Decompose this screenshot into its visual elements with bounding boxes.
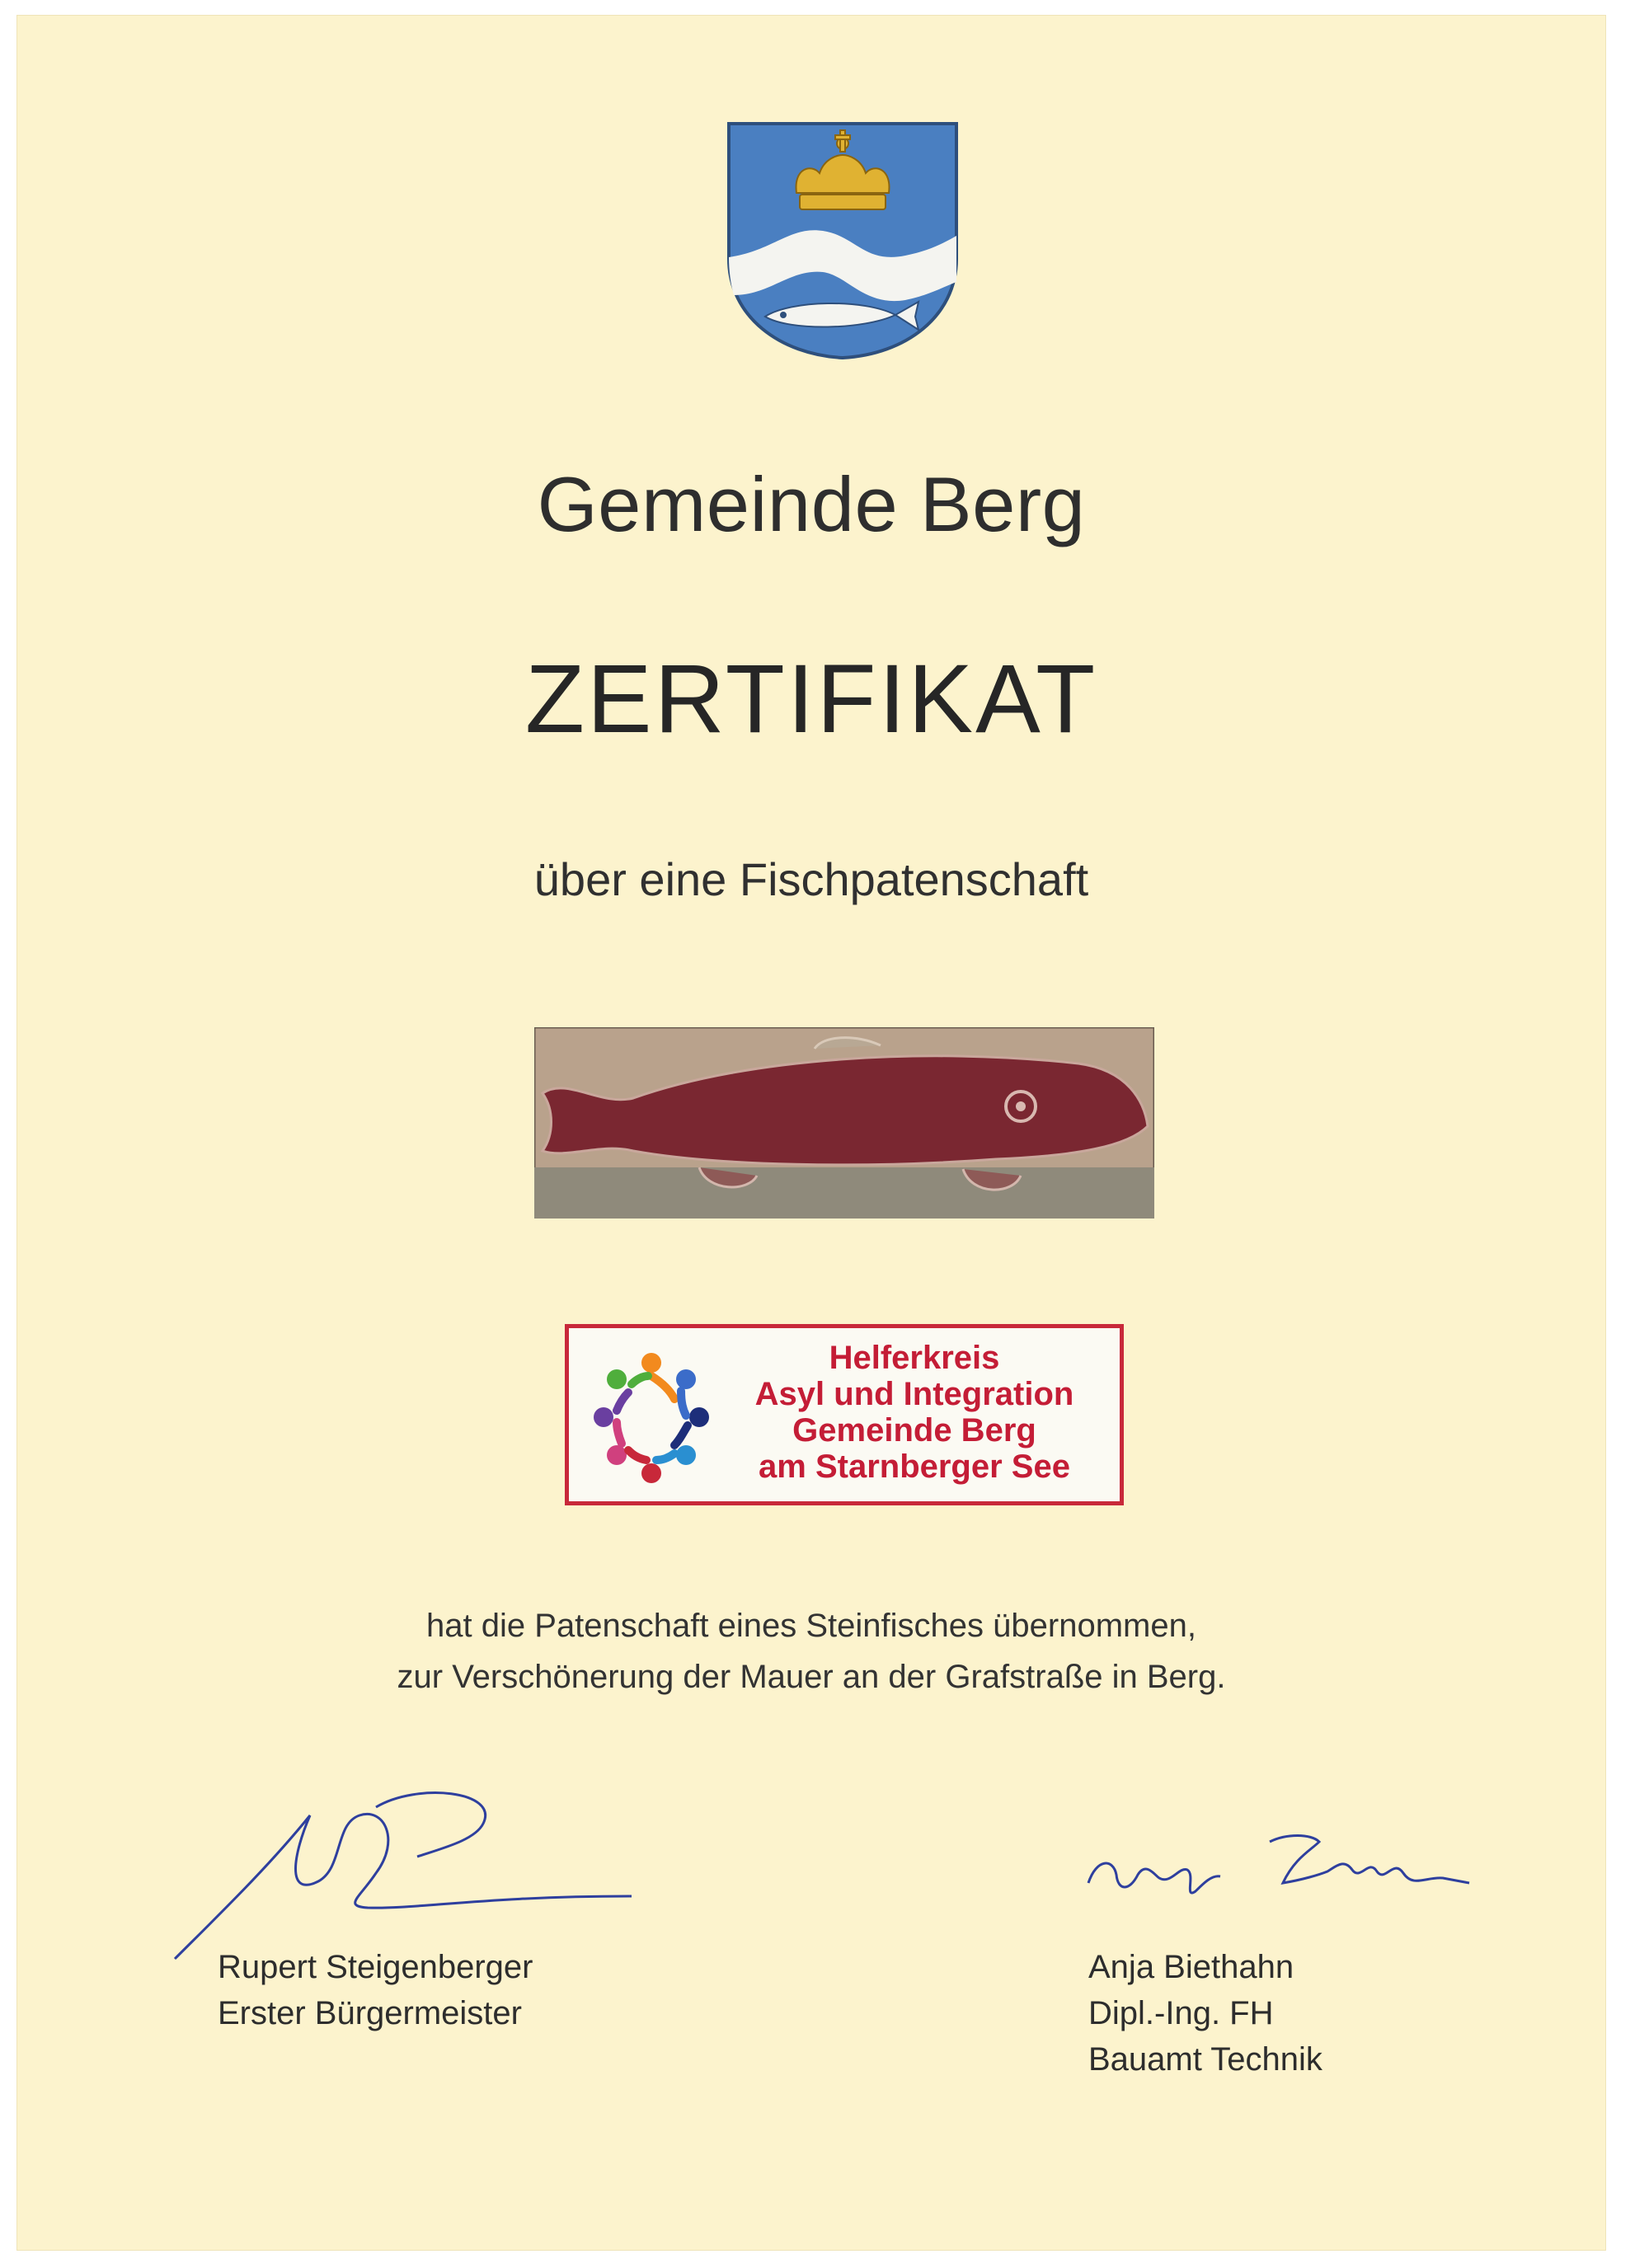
signatory-right-degree: Dipl.-Ing. FH bbox=[1088, 1995, 1274, 2031]
certificate-subtitle: über eine Fischpatenschaft bbox=[533, 853, 1089, 905]
certificate-title: ZERTIFIKAT bbox=[524, 645, 1098, 754]
body-text-line-2: zur Verschönerung der Mauer an der Grafstraße in Berg. bbox=[397, 1659, 1226, 1695]
people-circle-logo-icon bbox=[585, 1343, 717, 1491]
helferkreis-logo-badge bbox=[565, 1324, 1124, 1505]
body-text-line-1: hat die Patenschaft eines Steinfisches übernommen, bbox=[426, 1608, 1196, 1644]
signatory-right bbox=[1088, 1944, 1322, 2083]
signatory-left-name: Rupert Steigenberger bbox=[218, 1949, 533, 1985]
coat-of-arms-icon bbox=[724, 119, 961, 361]
signature-left bbox=[170, 1774, 665, 1972]
signature-right bbox=[1080, 1825, 1476, 1916]
signatory-right-name: Anja Biethahn bbox=[1088, 1949, 1294, 1985]
badge-line-1: Helferkreis bbox=[829, 1340, 1000, 1376]
signatory-left bbox=[218, 1944, 533, 2036]
signatory-left-role: Erster Bürgermeister bbox=[218, 1995, 522, 2031]
certificate-sheet bbox=[16, 15, 1606, 2251]
signatory-right-department: Bauamt Technik bbox=[1088, 2041, 1322, 2078]
organization-name: Gemeinde Berg bbox=[537, 461, 1086, 547]
stone-fish-photo bbox=[534, 1027, 1154, 1219]
badge-line-3: Gemeinde Berg bbox=[792, 1412, 1036, 1449]
badge-line-4: am Starnberger See bbox=[759, 1449, 1070, 1485]
badge-line-2: Asyl und Integration bbox=[754, 1376, 1074, 1412]
